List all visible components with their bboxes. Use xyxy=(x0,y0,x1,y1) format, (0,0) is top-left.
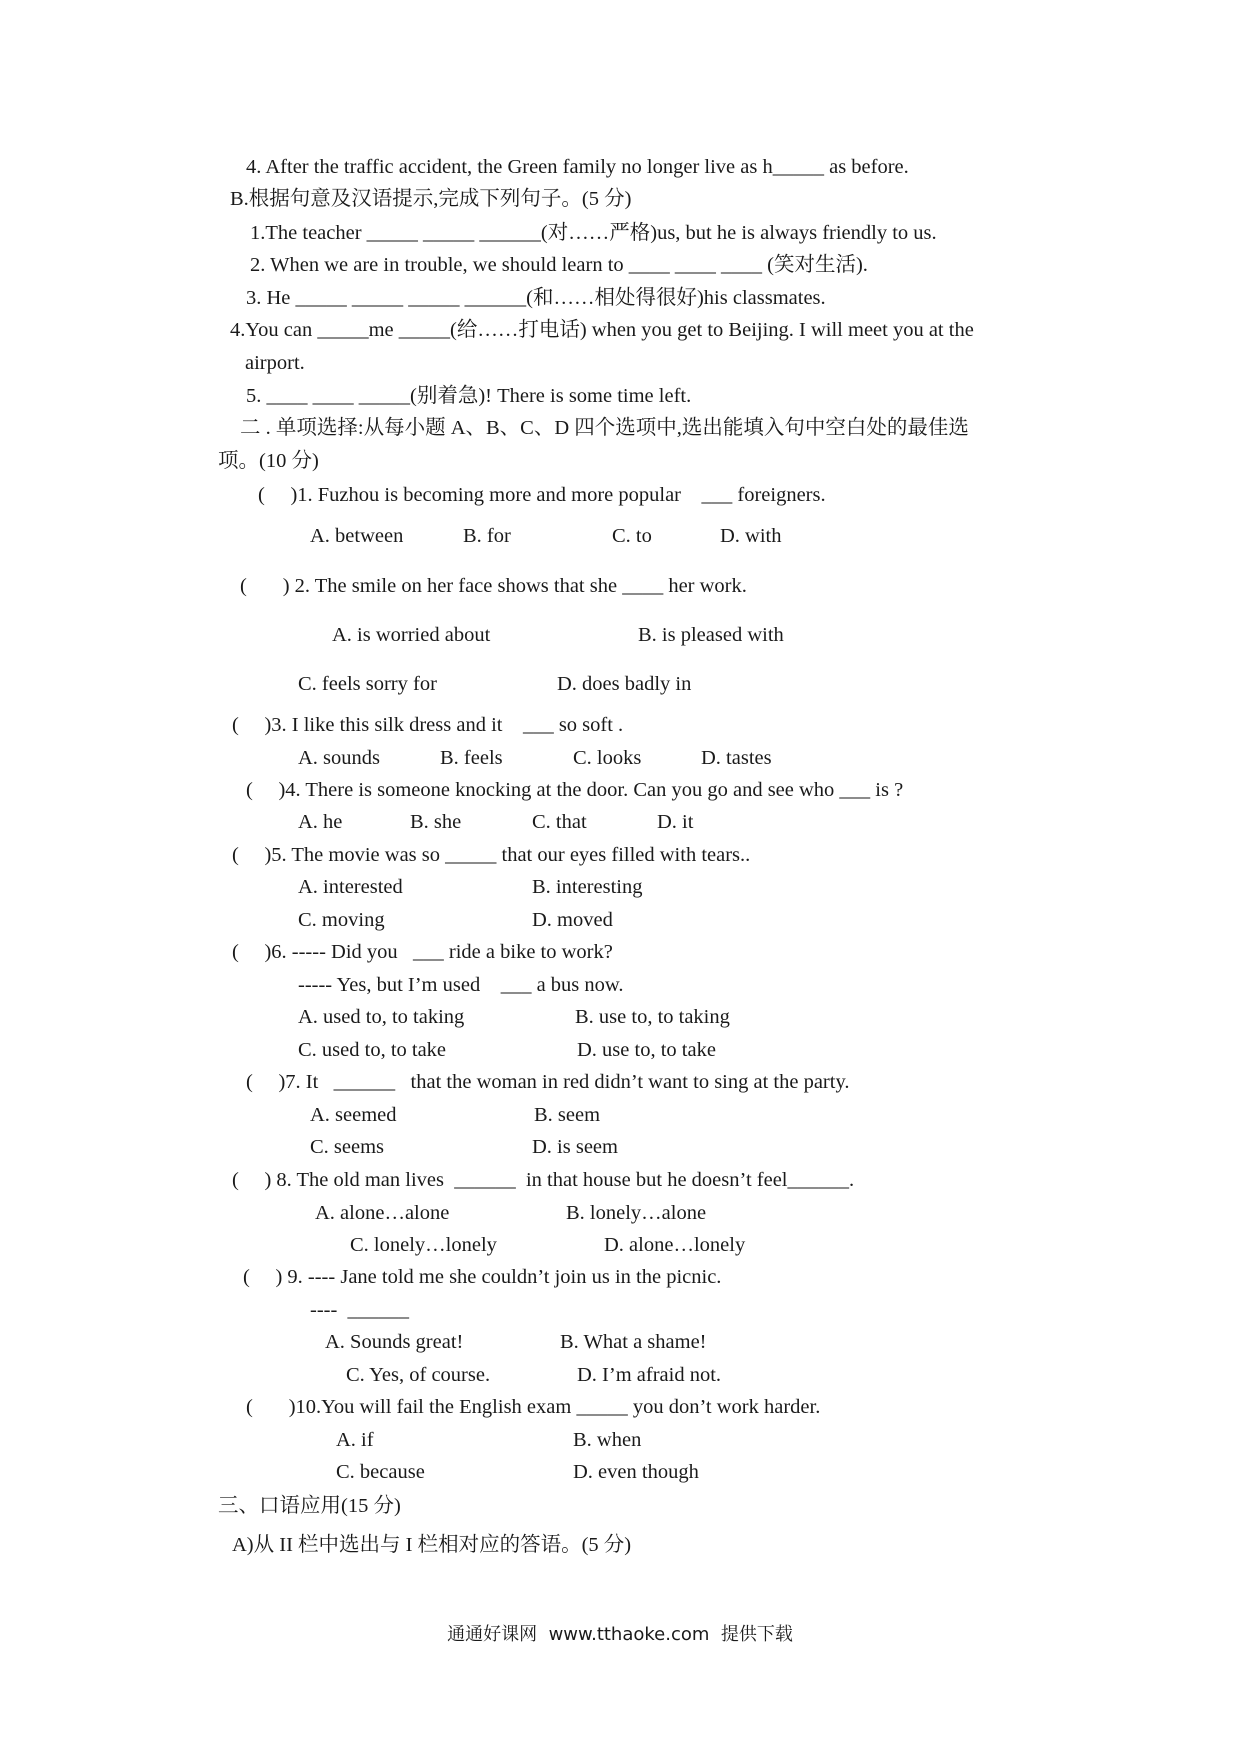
section-b-question-5: 5. ____ ____ _____(别着急)! There is some time left. xyxy=(246,385,692,407)
mc-q3-option-b: B. feels xyxy=(440,747,503,769)
mc-q4-option-d: D. it xyxy=(657,811,694,833)
section-b-question-3: 3. He _____ _____ _____ ______(和……相处得很好)his classmates. xyxy=(246,287,826,309)
mc-question-9: ( ) 9. ---- Jane told me she couldn’t join us in the picnic. xyxy=(243,1266,722,1288)
mc-q4-option-a: A. he xyxy=(298,811,343,833)
section-b-question-2: 2. When we are in trouble, we should learn to ____ ____ ____ (笑对生活). xyxy=(250,254,868,276)
mc-question-8: ( ) 8. The old man lives ______ in that house but he doesn’t feel______. xyxy=(232,1169,855,1191)
mc-q3-option-a: A. sounds xyxy=(298,747,381,769)
mc-question-3: ( )3. I like this silk dress and it ___ so soft . xyxy=(232,714,624,736)
mc-q5-option-c: C. moving xyxy=(298,909,385,931)
section-3-heading: 三、口语应用(15 分) xyxy=(218,1495,401,1517)
mc-q7-option-a: A. seemed xyxy=(310,1104,397,1126)
mc-q1-option-c: C. to xyxy=(612,525,652,547)
mc-question-6-cont: ----- Yes, but I’m used ___ a bus now. xyxy=(298,974,624,996)
mc-q2-option-c: C. feels sorry for xyxy=(298,673,437,695)
mc-question-6: ( )6. ----- Did you ___ ride a bike to work? xyxy=(232,941,613,963)
mc-q7-option-c: C. seems xyxy=(310,1136,385,1158)
section-a-question-4: 4. After the traffic accident, the Green family no longer live as h_____ as before. xyxy=(246,156,909,178)
section-b-question-4-cont: airport. xyxy=(245,352,305,374)
mc-question-5: ( )5. The movie was so _____ that our eyes filled with tears.. xyxy=(232,844,751,866)
mc-q2-option-d: D. does badly in xyxy=(557,673,692,695)
mc-q3-option-d: D. tastes xyxy=(701,747,772,769)
mc-question-7: ( )7. It ______ that the woman in red didn’t want to sing at the party. xyxy=(246,1071,850,1093)
mc-q10-option-b: B. when xyxy=(573,1429,642,1451)
mc-question-10: ( )10.You will fail the English exam _____ you don’t work harder. xyxy=(246,1396,821,1418)
mc-q6-option-b: B. use to, to taking xyxy=(575,1006,730,1028)
mc-q9-option-a: A. Sounds great! xyxy=(325,1331,464,1353)
mc-q7-option-d: D. is seem xyxy=(532,1136,618,1158)
mc-q6-option-c: C. used to, to take xyxy=(298,1039,447,1061)
mc-q5-option-d: D. moved xyxy=(532,909,613,931)
mc-question-1: ( )1. Fuzhou is becoming more and more popular ___ foreigners. xyxy=(258,484,826,506)
mc-q4-option-c: C. that xyxy=(532,811,587,833)
section-b-question-1: 1.The teacher _____ _____ ______(对……严格)us, but he is always friendly to us. xyxy=(250,222,937,244)
section-2-heading-cont: 项。(10 分) xyxy=(218,450,319,472)
mc-q10-option-d: D. even though xyxy=(573,1461,699,1483)
mc-q1-option-a: A. between xyxy=(310,525,404,547)
mc-question-9-cont: ---- ______ xyxy=(310,1299,410,1321)
mc-q7-option-b: B. seem xyxy=(534,1104,601,1126)
mc-q9-option-b: B. What a shame! xyxy=(560,1331,707,1353)
mc-q1-option-b: B. for xyxy=(463,525,511,547)
mc-q6-option-d: D. use to, to take xyxy=(577,1039,716,1061)
section-3-sub-heading: A)从 II 栏中选出与 I 栏相对应的答语。(5 分) xyxy=(232,1534,632,1556)
mc-question-2: ( ) 2. The smile on her face shows that she ____ her work. xyxy=(240,575,747,597)
page-footer: 通通好课网 www.tthaoke.com 提供下载 xyxy=(447,1624,793,1645)
mc-q8-option-b: B. lonely…alone xyxy=(566,1202,707,1224)
mc-q10-option-c: C. because xyxy=(336,1461,425,1483)
mc-q5-option-b: B. interesting xyxy=(532,876,643,898)
mc-q2-option-b: B. is pleased with xyxy=(638,624,784,646)
section-b-question-4: 4.You can _____me _____(给……打电话) when you get to Beijing. I will meet you at the xyxy=(230,319,974,341)
mc-q1-option-d: D. with xyxy=(720,525,782,547)
section-b-heading: B.根据句意及汉语提示,完成下列句子。(5 分) xyxy=(230,188,632,210)
section-2-heading: 二 . 单项选择:从每小题 A、B、C、D 四个选项中,选出能填入句中空白处的最佳选 xyxy=(240,417,969,439)
mc-q2-option-a: A. is worried about xyxy=(332,624,491,646)
mc-q4-option-b: B. she xyxy=(410,811,462,833)
mc-q6-option-a: A. used to, to taking xyxy=(298,1006,465,1028)
mc-q9-option-d: D. I’m afraid not. xyxy=(577,1364,722,1386)
mc-q5-option-a: A. interested xyxy=(298,876,403,898)
mc-question-4: ( )4. There is someone knocking at the door. Can you go and see who ___ is ? xyxy=(246,779,904,801)
mc-q10-option-a: A. if xyxy=(336,1429,374,1451)
mc-q9-option-c: C. Yes, of course. xyxy=(346,1364,491,1386)
mc-q8-option-c: C. lonely…lonely xyxy=(350,1234,497,1256)
mc-q3-option-c: C. looks xyxy=(573,747,642,769)
mc-q8-option-a: A. alone…alone xyxy=(315,1202,450,1224)
mc-q8-option-d: D. alone…lonely xyxy=(604,1234,746,1256)
